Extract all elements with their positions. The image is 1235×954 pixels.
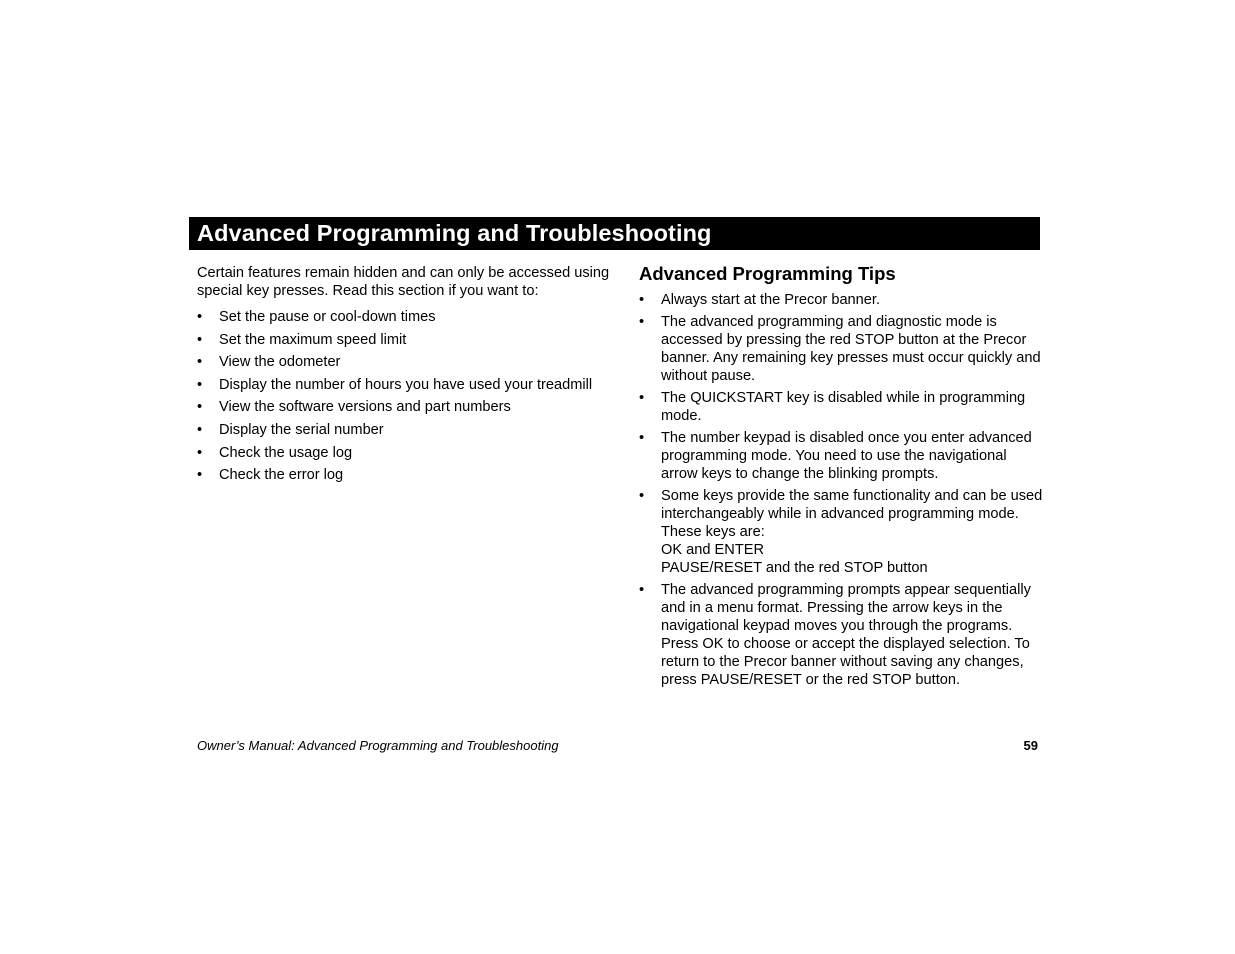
bullet-marker: •: [639, 430, 645, 446]
bullet-marker: •: [197, 376, 203, 393]
bullet-marker: •: [197, 354, 203, 371]
tip-item: [639, 291, 1044, 309]
list-item: [197, 353, 617, 371]
tip-item: [639, 429, 1044, 483]
list-item: [197, 398, 617, 416]
section-heading: Advanced Programming Tips: [639, 263, 896, 284]
tip-text: The number keypad is disabled once you enter advanced programming mode. You need to use the navigational arrow keys to change the blinking prompts.: [661, 430, 1032, 482]
bullet-marker: •: [197, 444, 203, 461]
list-item-text: View the odometer: [219, 354, 341, 371]
list-item: [197, 444, 617, 462]
bullet-marker: •: [197, 331, 203, 348]
list-item: [197, 466, 617, 484]
bullet-marker: •: [639, 292, 645, 308]
list-item-text: Set the pause or cool-down times: [219, 309, 436, 325]
bullet-marker: •: [639, 488, 645, 504]
bullet-marker: •: [639, 582, 645, 598]
bullet-marker: •: [197, 421, 203, 438]
bullet-marker: •: [197, 399, 203, 416]
footer-document-title: Owner’s Manual: Advanced Programming and Troubleshooting: [197, 738, 559, 753]
page-number: 59: [1023, 738, 1038, 753]
section-title-bar: [189, 217, 1040, 250]
tip-text: The QUICKSTART key is disabled while in programming mode.: [661, 390, 1026, 424]
list-item-text: Check the error log: [219, 467, 344, 484]
tip-item: [639, 581, 1044, 689]
bullet-marker: •: [639, 314, 645, 330]
tip-key-pair-2: PAUSE/RESET and the red STOP button: [661, 560, 928, 576]
list-item: [197, 376, 617, 394]
right-column: [639, 263, 1044, 693]
page-title: Advanced Programming and Troubleshooting: [197, 220, 712, 246]
list-item-text: View the software versions and part numbers: [219, 399, 511, 416]
tip-item: [639, 487, 1044, 577]
tip-item: [639, 389, 1044, 425]
tip-text: Always start at the Precor banner.: [661, 292, 881, 308]
bullet-marker: •: [197, 467, 203, 484]
tip-text: The advanced programming and diagnostic mode is accessed by pressing the red STOP button at the Precor banner. Any remaining key presses must occur quickly and without pause.: [661, 314, 1041, 384]
tip-text: Some keys provide the same functionality and can be used interchangeably while in advanced programming mode. These keys are:: [661, 488, 1043, 540]
bullet-marker: •: [639, 390, 645, 406]
left-column: [197, 264, 617, 489]
tip-item: [639, 313, 1044, 385]
list-item-text: Set the maximum speed limit: [219, 331, 407, 348]
list-item: [197, 308, 617, 326]
feature-list: [197, 308, 617, 484]
bullet-marker: •: [197, 309, 203, 325]
list-item-text: Display the number of hours you have used your treadmill: [219, 376, 593, 393]
tip-key-pair-1: OK and ENTER: [661, 542, 765, 558]
list-item: [197, 331, 617, 349]
intro-paragraph: Certain features remain hidden and can only be accessed using special key presses. Read this section if you want to:: [197, 265, 610, 299]
list-item-text: Check the usage log: [219, 444, 353, 461]
tips-list: [639, 291, 1044, 689]
list-item-text: Display the serial number: [219, 421, 384, 438]
list-item: [197, 421, 617, 439]
tip-text: The advanced programming prompts appear sequentially and in a menu format. Pressing the arrow keys in the navigational keypad moves you through the programs. Press OK to choose or accept the displayed selection. To return to the Precor banner without saving any changes, press PAUSE/RESET or the red STOP button.: [661, 582, 1031, 688]
